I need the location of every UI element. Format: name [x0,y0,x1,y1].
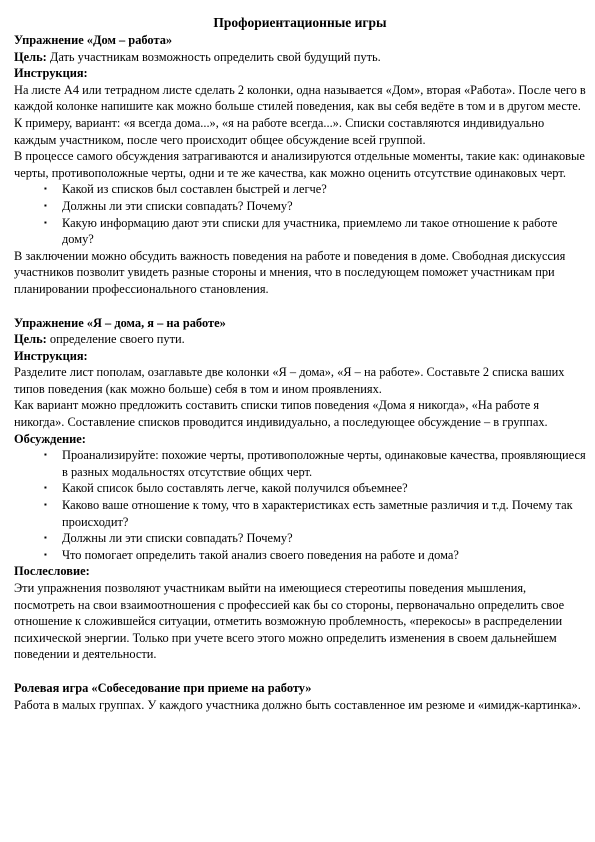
exercise-title: Упражнение «Я – дома, я – на работе» [14,315,226,330]
list-item [14,215,586,248]
instruction-label: Инструкция: [14,66,88,81]
section-spacer [14,663,586,680]
bullet-icon: ▪ [44,184,47,194]
goal-label: Цель: [14,49,47,64]
list-item [14,547,586,564]
afterword-label: Послесловие: [14,564,90,579]
instruction-paragraph: На листе А4 или тетрадном листе сделать 2 колонки, одна называется «Дом», вторая «Работа». После чего в каждой колонке напишите как можно больше стилей поведения, как вы себя ведёте в том и в другом месте. [14,82,586,114]
bullet-icon: ▪ [44,483,47,493]
list-item-text: Что помогает определить такой анализ своего поведения на работе и дома? [62,547,459,562]
list-item-text: Какую информацию дают эти списки для участника, приемлемо ли такое отношение к работе дому? [62,215,558,247]
discussion-label: Обсуждение: [14,431,86,446]
bullet-icon: ▪ [44,500,47,510]
section-spacer [14,298,586,315]
list-item [14,480,586,497]
goal-line [14,331,586,348]
goal-label: Цель: [14,332,47,347]
instruction-label: Инструкция: [14,348,88,363]
afterword-paragraph: Эти упражнения позволяют участникам выйти на имеющиеся стереотипы поведения мышления, посмотреть на свои взаимоотношения с профессией как бы со стороны, первоначально определить свое отношение к сложившейся ситуации, отметить возможную проблемность, «перекосы» в распределении психической энергии. Только при учете всего этого можно определить изменения в своем дальнейшем поведении и деятельности. [14,581,565,662]
list-item-text: Должны ли эти списки совпадать? Почему? [62,531,293,546]
list-item-text: Какой из списков был составлен быстрей и легче? [62,182,327,197]
bullet-icon: ▪ [44,450,47,460]
instruction-paragraph: Как вариант можно предложить составить списки типов поведения «Дома я никогда», «На работе я никогда». Составление списков проводится индивидуально, а последующее обсуждение – в группах. [14,398,548,430]
bullet-icon: ▪ [44,549,47,559]
intro-paragraph: Работа в малых группах. У каждого участника должно быть составленное им резюме и «имидж-картинка». [14,697,581,712]
goal-text: определение своего пути. [46,332,185,347]
bullet-icon: ▪ [44,533,47,543]
list-item-text: Проанализируйте: похожие черты, противоположные черты, одинаковые качества, проявляющиеся в разных модальностях отсутствие общих черт. [62,448,586,479]
exercise-title: Ролевая игра «Собеседование при приеме на работу» [14,680,312,695]
question-list [14,181,586,247]
discussion-list [14,447,586,563]
list-item [14,530,586,547]
list-item [14,497,586,530]
instruction-paragraph: Разделите лист пополам, озаглавьте две колонки «Я – дома», «Я – на работе». Составьте 2 списка ваших типов поведения (как можно больше) себя в том и ином проявлениях. [14,365,565,396]
exercise-title: Упражнение «Дом – работа» [14,33,173,47]
list-item-text: Каково ваше отношение к тому, что в характеристиках есть заметные различия и т.д. Почему так происходит? [62,498,573,529]
bullet-icon: ▪ [44,200,47,210]
list-item-text: Какой список было составлять легче, какой получился объемнее? [62,481,408,496]
goal-text: Дать участникам возможность определить свой будущий путь. [46,49,381,64]
list-item [14,181,586,198]
roleplay-section-interview [14,680,586,713]
list-item-text: Должны ли эти списки совпадать? Почему? [62,198,293,213]
document-page [14,14,586,713]
conclusion-paragraph: В заключении можно обсудить важность поведения на работе и поведения в доме. Свободная дискуссия участников позволит увидеть разные стороны и мнения, что в последующем поможет участникам при планировании профессионального становления. [14,248,566,296]
bullet-icon: ▪ [44,217,47,227]
goal-line [14,49,586,66]
list-item [14,447,586,480]
instruction-paragraph: В процессе самого обсуждения затрагиваются и анализируются отдельные моменты, такие как: одинаковые черты, противоположные черты, одни и те же качества, как можно оценить отсутствие одинаковых черт. [14,149,585,180]
instruction-paragraph: К примеру, вариант: «я всегда дома...», «я на работе всегда...». Списки составляются индивидуально каждым участником, после чего происходит общее обсуждение всей группой. [14,115,545,147]
document-title: Профориентационные игры [213,15,387,30]
list-item [14,198,586,215]
exercise-section-home-work [14,32,586,298]
exercise-section-me-home-me-work [14,315,586,663]
